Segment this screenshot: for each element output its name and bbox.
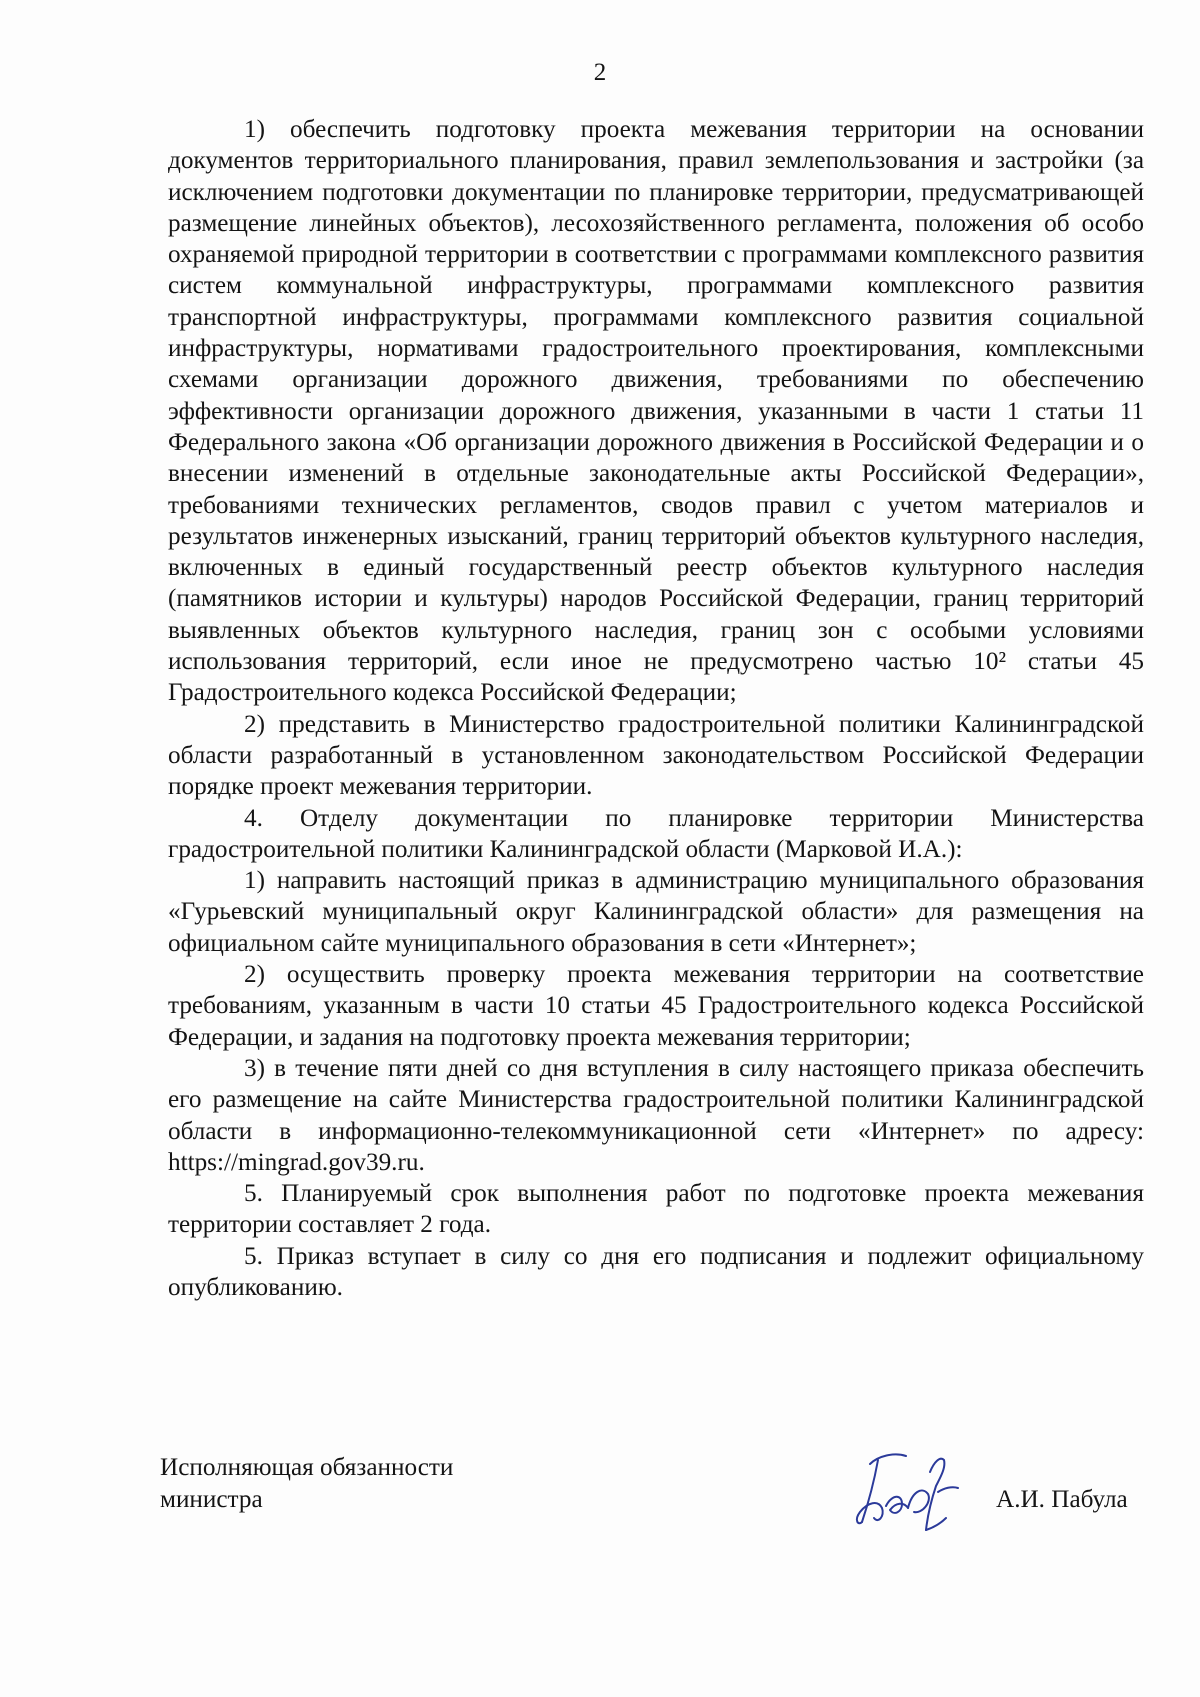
paragraph-item-1: 1) обеспечить подготовку проекта межевания территории на основании документов территориального планирования, правил землепользования и застройки (за исключением подготовки документации по планировке территории, предусматривающей размещение линейных объектов), лесохозяйственного регламента, положения об особо охраняемой природной территории в соответствии с программами комплексного развития систем коммунальной инфраструктуры, программами комплексного развития транспортной инфраструктуры, программами комплексного развития социальной инфраструктуры, нормативами градостроительного проектирования, комплексными схемами организации дорожного движения, требованиями по обеспечению эффективности организации дорожного движения, указанными в части 1 статьи 11 Федерального закона «Об организации дорожного движения в Российской Федерации и о внесении изменений в отдельные законодательные акты Российской Федерации», требованиями технических регламентов, сводов правил с учетом материалов и результатов инженерных изысканий, границ территорий объектов культурного наследия, включенных в единый государственный реестр объектов культурного наследия (памятников истории и культуры) народов Российской Федерации, границ территорий выявленных объектов культурного наследия, границ зон с особыми условиями использования территорий, если иное не предусмотрено частью 10² статьи 45 Градостроительного кодекса Российской Федерации; <box>168 116 1144 707</box>
paragraph-item-4-2: 2) осуществить проверку проекта межевания территории на соответствие требованиям, указанным в части 10 статьи 45 Градостроительного кодекса Российской Федерации, и задания на подготовку проекта межевания территории; <box>168 961 1144 1051</box>
signer-position <box>160 1452 453 1516</box>
document-body <box>168 114 1144 1303</box>
handwritten-signature-icon <box>848 1442 968 1542</box>
paragraph-item-4-3: 3) в течение пяти дней со дня вступления в силу настоящего приказа обеспечить его размещение на сайте Министерства градостроительной политики Калининградской области в информационно-телекоммуникационной сети «Интернет» по адресу: https://mingrad.gov39.ru. <box>168 1054 1144 1176</box>
paragraph-section-5-term: 5. Планируемый срок выполнения работ по подготовке проекта межевания территории составляет 2 года. <box>168 1180 1144 1239</box>
signer-name: А.И. Пабула <box>996 1486 1128 1513</box>
paragraph-section-5-effect: 5. Приказ вступает в силу со дня его подписания и подлежит официальному опубликованию. <box>168 1242 1144 1301</box>
signature-block <box>160 1452 1150 1572</box>
signer-position-line-1: Исполняющая обязанности <box>160 1454 454 1481</box>
paragraph-item-2: 2) представить в Министерство градостроительной политики Калининградской области разработанный в установленном законодательством Российской Федерации порядке проект межевания территории. <box>168 710 1144 801</box>
paragraph-item-4-1: 1) направить настоящий приказ в администрацию муниципального образования «Гурьевский муниципальный округ Калининградской области» для размещения на официальном сайте муниципального образования в сети «Интернет»; <box>168 867 1144 957</box>
signer-position-line-2: министра <box>160 1486 263 1513</box>
page-number: 2 <box>593 59 607 86</box>
paragraph-section-4: 4. Отделу документации по планировке территории Министерства градостроительной политики Калининградской области (Марковой И.А.): <box>168 804 1144 863</box>
